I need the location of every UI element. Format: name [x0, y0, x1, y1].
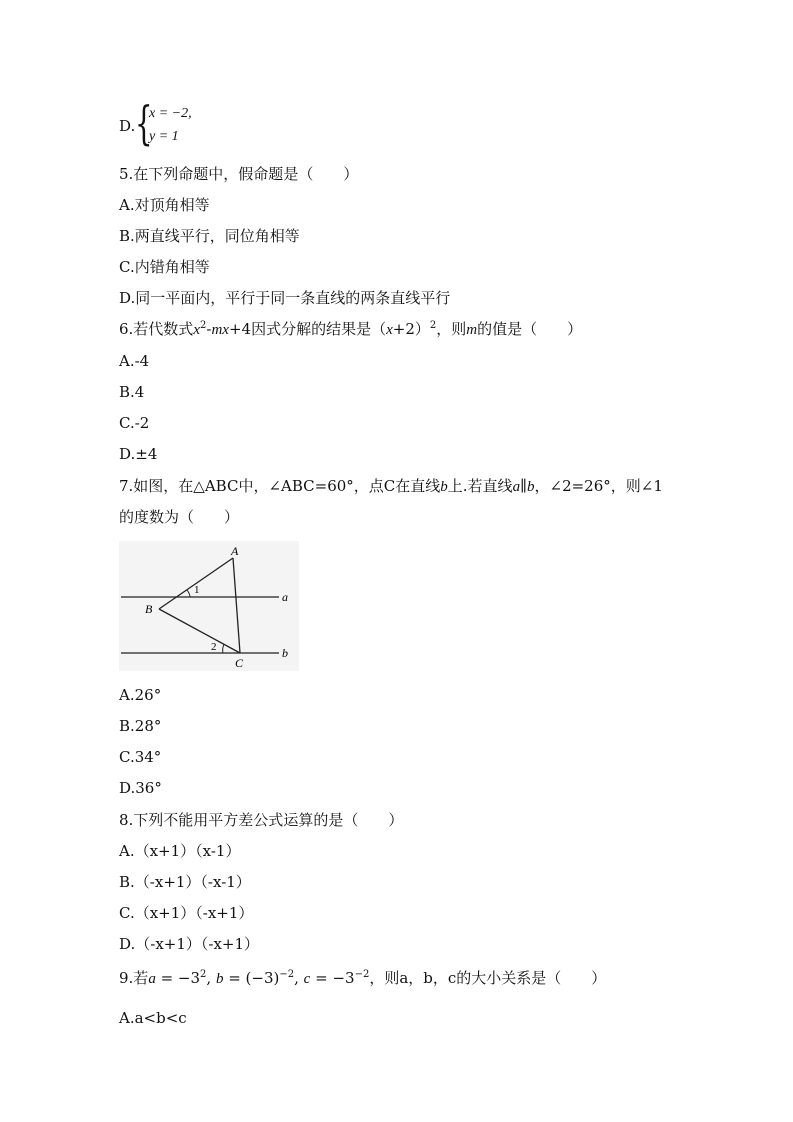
q8-option-d: D.（-x+1）（-x+1） — [119, 935, 260, 953]
q5-option-c: C.内错角相等 — [119, 258, 210, 276]
q8-option-c: C.（x+1）（-x+1） — [119, 904, 254, 922]
q7-option-a: A.26° — [119, 686, 162, 704]
q7-option-c: C.34° — [119, 748, 162, 766]
q6-stem: 6.若代数式$x^2-mx+4$因式分解的结果是$(x+2)^2$，则m的值是（ ） — [119, 320, 583, 338]
angle-1-label: 1 — [194, 584, 200, 596]
line-a-label: a — [282, 590, 288, 604]
q7-stem-line1: 7.如图，在△ABC中，∠ABC=60°，点C在直线b上.若直线a∥b，∠2=26°，则∠1 — [119, 477, 663, 495]
q6-option-c: C.-2 — [119, 414, 150, 432]
vertex-c-label: C — [235, 656, 244, 670]
q7-option-d: D.36° — [119, 779, 162, 797]
q5-stem: 5.在下列命题中，假命题是（ ） — [119, 165, 359, 183]
angle-2-label: 2 — [211, 641, 217, 653]
q5-option-b: B.两直线平行，同位角相等 — [119, 227, 300, 245]
equation-1: x = −2, — [149, 106, 192, 121]
q6-option-a: A.-4 — [119, 352, 150, 370]
q9-stem: 9.若$a = -3^2$, $b = (-3)^{-2}$, $c = -3^{-2}$，则a，b，c的大小关系是（ ） — [119, 969, 607, 987]
q9-option-a: A.a<b<c — [119, 1009, 187, 1027]
vertex-b-label: B — [145, 602, 153, 616]
line-b-label: b — [282, 646, 288, 660]
q8-option-b: B.（-x+1）（-x-1） — [119, 873, 251, 891]
q8-stem: 8.下列不能用平方差公式运算的是（ ） — [119, 811, 404, 829]
vertex-a-label: A — [231, 544, 239, 558]
equation-2: y = 1 — [149, 129, 179, 144]
option-label: D. — [119, 117, 136, 135]
q7-stem-line2: 的度数为（ ） — [119, 508, 240, 526]
q5-option-d: D.同一平面内，平行于同一条直线的两条直线平行 — [119, 289, 451, 307]
q6-option-b: B.4 — [119, 383, 145, 401]
q7-option-b: B.28° — [119, 717, 162, 735]
q5-option-a: A.对顶角相等 — [119, 196, 210, 214]
brace-icon: { — [135, 96, 153, 150]
q7-triangle-figure — [119, 541, 299, 671]
q8-option-a: A.（x+1）（x-1） — [119, 842, 241, 860]
q6-option-d: D.±4 — [119, 445, 158, 463]
